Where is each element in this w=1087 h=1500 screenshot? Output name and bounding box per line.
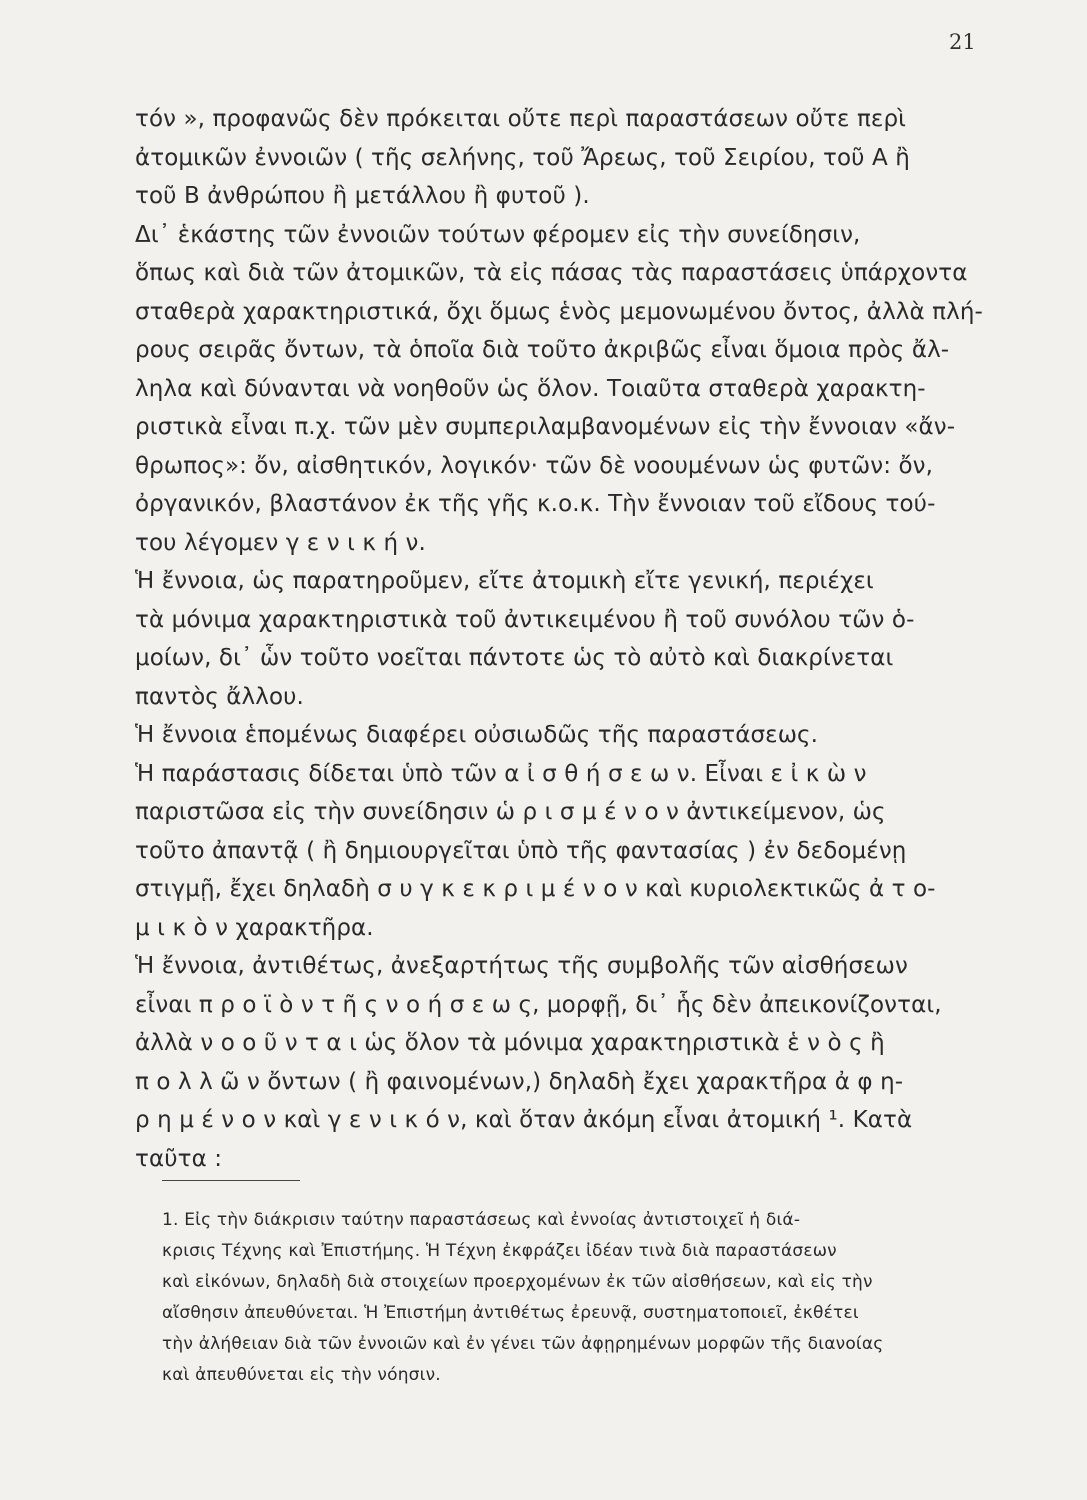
text-line: ταῦτα :: [135, 1145, 223, 1172]
text-line: μοίων, δι᾽ ὧν τοῦτο νοεῖται πάντοτε ὡς τὸ αὐτὸ καὶ διακρίνεται: [135, 645, 894, 671]
text-line: εἶναι π ρ ο ϊ ὸ ν τ ῆ ς ν ο ή σ ε ω ς, μορφῇ, δι᾽ ἧς δὲν ἀπεικονίζονται,: [135, 991, 942, 1018]
text-line: ρους σειρᾶς ὄντων, τὰ ὁποῖα διὰ τοῦτο ἀκριβῶς εἶναι ὅμοια πρὸς ἄλ-: [135, 337, 950, 363]
text-line: τοῦ Β ἀνθρώπου ἢ μετάλλου ἢ φυτοῦ ).: [135, 183, 590, 209]
text-line: ρ η μ έ ν ο ν καὶ γ ε ν ι κ ό ν, καὶ ὅταν ἀκόμη εἶναι ἀτομική ¹. Κατὰ: [135, 1107, 913, 1133]
footnote-line: τὴν ἀλήθειαν διὰ τῶν ἐννοιῶν καὶ ἐν γένει τῶν ἀφῃρημένων μορφῶν τῆς διανοίας: [162, 1334, 884, 1354]
text-line: ὀργανικόν, βλαστάνον ἐκ τῆς γῆς κ.ο.κ. Τὴν ἔννοιαν τοῦ εἴδους τού-: [135, 491, 936, 517]
text-line: ριστικὰ εἶναι π.χ. τῶν μὲν συμπεριλαμβανομένων εἰς τὴν ἔννοιαν «ἄν-: [135, 414, 956, 440]
text-line: στιγμῇ, ἔχει δηλαδὴ σ υ γ κ ε κ ρ ι μ έ ν ο ν καὶ κυριολεκτικῶς ἀ τ ο-: [135, 876, 936, 902]
text-line: παριστῶσα εἰς τὴν συνείδησιν ὡ ρ ι σ μ έ ν ο ν ἀντικείμενον, ὡς: [135, 799, 886, 825]
text-line: ληλα καὶ δύνανται νὰ νοηθοῦν ὡς ὅλον. Τοιαῦτα σταθερὰ χαρακτη-: [135, 375, 926, 402]
footnote-line: καὶ εἰκόνων, δηλαδὴ διὰ στοιχείων προερχομένων ἐκ τῶν αἰσθήσεων, καὶ εἰς τὴν: [162, 1272, 873, 1292]
text-line: Ἡ ἔννοια, ἀντιθέτως, ἀνεξαρτήτως τῆς συμβολῆς τῶν αἰσθήσεων: [135, 953, 908, 979]
footnote-line: κρισις Τέχνης καὶ Ἐπιστήμης. Ἡ Τέχνη ἐκφράζει ἰδέαν τινὰ διὰ παραστάσεων: [162, 1241, 837, 1261]
body-text: [135, 100, 987, 1178]
text-line: παντὸς ἄλλου.: [135, 683, 304, 710]
text-line: ἀλλὰ ν ο ο ῦ ν τ α ι ὡς ὅλον τὰ μόνιμα χαρακτηριστικὰ ἑ ν ὸ ς ἢ: [135, 1030, 885, 1056]
text-line: τόν », προφανῶς δὲν πρόκειται οὔτε περὶ παραστάσεων οὔτε περὶ: [135, 106, 907, 132]
footnote-line: αἴσθησιν ἀπευθύνεται. Ἡ Ἐπιστήμη ἀντιθέτως ἐρευνᾷ, συστηματοποιεῖ, ἐκθέτει: [162, 1303, 859, 1323]
footnote-line: 1. Εἰς τὴν διάκρισιν ταύτην παραστάσεως καὶ ἐννοίας ἀντιστοιχεῖ ἡ διά-: [162, 1210, 801, 1230]
footnote: [162, 1205, 1022, 1391]
text-line: θρωπος»: ὄν, αἰσθητικόν, λογικόν· τῶν δὲ νοουμένων ὡς φυτῶν: ὄν,: [135, 452, 934, 479]
text-line: ἀτομικῶν ἐννοιῶν ( τῆς σελήνης, τοῦ Ἄρεως, τοῦ Σειρίου, τοῦ Α ἢ: [135, 144, 910, 171]
text-line: ὅπως καὶ διὰ τῶν ἀτομικῶν, τὰ εἰς πάσας τὰς παραστάσεις ὑπάρχοντα: [135, 260, 968, 286]
text-line: Ἡ ἔννοια ἑπομένως διαφέρει οὐσιωδῶς τῆς παραστάσεως.: [135, 722, 819, 748]
text-line: Ἡ παράστασις δίδεται ὑπὸ τῶν α ἰ σ θ ή σ ε ω ν. Εἶναι ε ἰ κ ὼ ν: [135, 760, 867, 787]
footnote-line: καὶ ἀπευθύνεται εἰς τὴν νόησιν.: [162, 1365, 441, 1385]
text-line: Δι᾽ ἑκάστης τῶν ἐννοιῶν τούτων φέρομεν εἰς τὴν συνείδησιν,: [135, 221, 861, 248]
text-line: του λέγομεν γ ε ν ι κ ή ν.: [135, 529, 426, 556]
text-line: Ἡ ἔννοια, ὡς παρατηροῦμεν, εἴτε ἀτομικὴ εἴτε γενική, περιέχει: [135, 568, 874, 594]
text-line: π ο λ λ ῶ ν ὄντων ( ἢ φαινομένων,) δηλαδὴ ἔχει χαρακτῆρα ἀ φ η-: [135, 1068, 904, 1095]
text-line: σταθερὰ χαρακτηριστικά, ὄχι ὅμως ἑνὸς μεμονωμένου ὄντος, ἀλλὰ πλή-: [135, 298, 983, 325]
text-line: τοῦτο ἀπαντᾷ ( ἢ δημιουργεῖται ὑπὸ τῆς φαντασίας ) ἐν δεδομένῃ: [135, 837, 907, 864]
text-line: μ ι κ ὸ ν χαρακτῆρα.: [135, 914, 374, 941]
text-line: τὰ μόνιμα χαρακτηριστικὰ τοῦ ἀντικειμένου ἢ τοῦ συνόλου τῶν ὁ-: [135, 606, 915, 633]
page-number: 21: [949, 30, 976, 54]
footnote-divider: [162, 1180, 300, 1181]
